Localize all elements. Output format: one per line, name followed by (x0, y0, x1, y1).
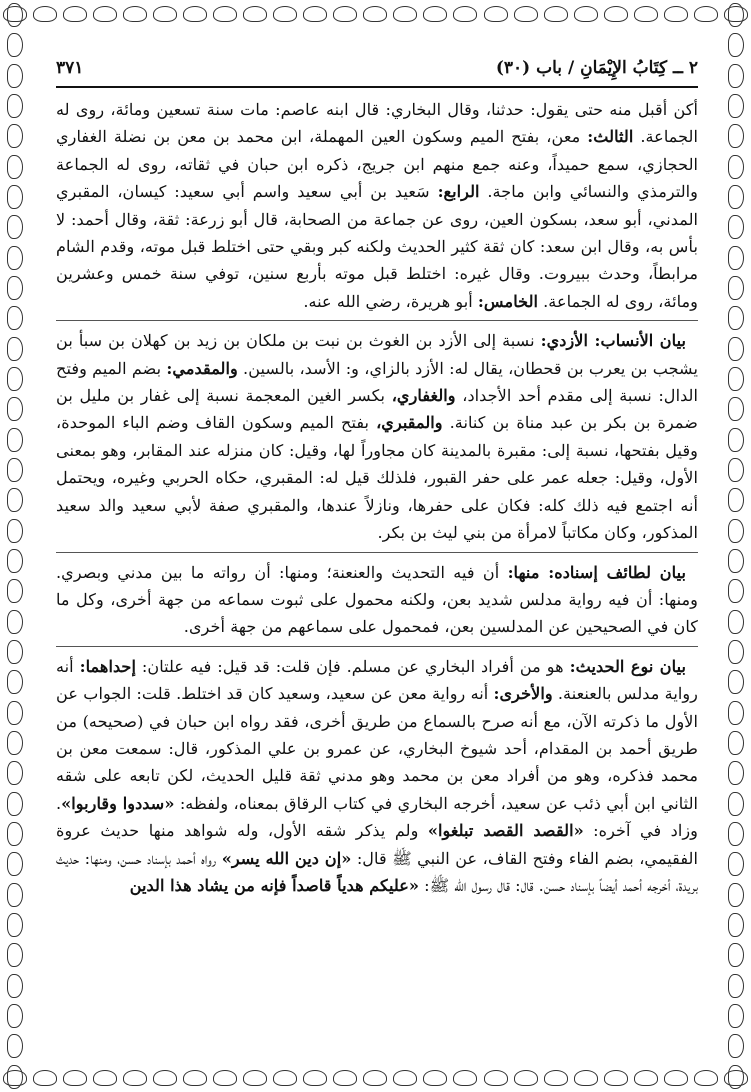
border-ornament-icon (604, 6, 628, 22)
border-ornament-icon (243, 1070, 267, 1086)
border-ornament-icon (7, 701, 23, 725)
border-ornament-icon (728, 276, 744, 300)
border-ornament-icon (728, 701, 744, 725)
book-page (56, 52, 698, 1062)
border-ornament-icon (303, 1070, 327, 1086)
border-ornament-icon (7, 64, 23, 88)
border-ornament-icon (7, 367, 23, 391)
border-ornament-icon (728, 761, 744, 785)
border-ornament-icon (93, 6, 117, 22)
border-ornament-icon (634, 6, 658, 22)
border-ornament-icon (363, 6, 387, 22)
text-run: أبو هريرة، رضي الله عنه. (303, 291, 478, 311)
border-ornament-icon (728, 1065, 744, 1089)
border-ornament-icon (728, 579, 744, 603)
border-ornament-icon (243, 6, 267, 22)
border-ornament-icon (7, 913, 23, 937)
border-ornament-icon (7, 337, 23, 361)
paragraph-hadith-type (56, 653, 698, 900)
border-ornament-icon (728, 367, 744, 391)
border-ornament-icon (63, 1070, 87, 1086)
border-ornament-icon (213, 1070, 237, 1086)
border-ornament-icon (333, 1070, 357, 1086)
bold-heading-run: «سددوا وقاربوا» (61, 793, 175, 813)
bold-heading-run: بيان نوع الحديث: (569, 656, 687, 676)
border-ornament-icon (728, 731, 744, 755)
section-divider (56, 552, 698, 553)
chapter-title: ٢ ــ كِتَابُ الإِيْمَانِ / باب (٣٠) (495, 58, 698, 78)
border-ornament-icon (7, 1034, 23, 1058)
border-ornament-icon (7, 397, 23, 421)
bold-heading-run: والغفاري، (391, 386, 456, 406)
bold-heading-run: والمقبري، (376, 413, 443, 433)
page-body (56, 96, 698, 904)
border-ornament-icon (333, 6, 357, 22)
text-run: أنه رواية مدلس بالعنعنة. (56, 656, 698, 704)
border-ornament-icon (7, 974, 23, 998)
border-ornament-icon (7, 185, 23, 209)
border-ornament-icon (7, 124, 23, 148)
border-ornament-icon (153, 1070, 177, 1086)
border-ornament-icon (273, 6, 297, 22)
border-ornament-icon (574, 6, 598, 22)
border-ornament-icon (728, 1004, 744, 1028)
text-run: بكسر الغين المعجمة نسبة إلى غفار بن مليل بن ضمرة بن بكر بن عبد مناة بن كنانة. (56, 386, 698, 433)
border-ornament-icon (728, 185, 744, 209)
text-run: أكن أقبل منه حتى يقول: حدثنا، وقال البخاري: قال ابنه عاصم: مات سنة تسعين ومائة، روى له الجماعة. (56, 100, 698, 147)
border-ornament-icon (7, 428, 23, 452)
text-run: بضم الميم وفتح الدال: نسبة إلى مقدم أحد الأجداد، (56, 358, 698, 406)
border-ornament-icon (7, 792, 23, 816)
border-ornament-icon (664, 1070, 688, 1086)
border-ornament-icon (728, 488, 744, 512)
border-ornament-icon (728, 306, 744, 330)
border-ornament-icon (728, 33, 744, 57)
border-ornament-icon (7, 276, 23, 300)
border-ornament-icon (728, 124, 744, 148)
text-run: أن فيه التحديث والعنعنة؛ ومنها: أن رواته ما بين مدني وبصري. ومنها: أن فيه رواية مدلس شديد بعن، ولكنه محمول على ثبوت سماعه من جهة أخرى، وكل ما كان في الصحيحين عن المدلسين بعن، فمحمول على سماعهم من جهة أخرى. (56, 562, 698, 637)
border-ornament-icon (93, 1070, 117, 1086)
border-ornament-icon (7, 761, 23, 785)
right-ornamental-border (721, 0, 751, 1092)
running-header (56, 52, 698, 84)
border-ornament-icon (728, 822, 744, 846)
border-ornament-icon (7, 883, 23, 907)
border-ornament-icon (728, 1034, 744, 1058)
bold-heading-run: «القصد القصد تبلغوا» (427, 821, 584, 841)
border-ornament-icon (7, 155, 23, 179)
border-ornament-icon (728, 610, 744, 634)
top-ornamental-border (0, 0, 751, 28)
bottom-ornamental-border (0, 1064, 751, 1092)
border-ornament-icon (728, 3, 744, 27)
border-ornament-icon (694, 6, 718, 22)
bold-heading-run: والأخرى: (493, 684, 553, 704)
border-ornament-icon (544, 6, 568, 22)
bold-heading-run: والمقدمي: (166, 358, 238, 378)
border-ornament-icon (7, 579, 23, 603)
border-ornament-icon (7, 670, 23, 694)
border-ornament-icon (728, 549, 744, 573)
text-run: أنه رواية معن عن سعيد، وسعيد كان قد اختلط. قلت: الجواب عن الأول ما ذكرته الآن، مع أنه صرح بالسماع من طريق أخرى، فقد رواه ابن حبان في (صحيحه) من طريق أحمد بن المقدام، أحد شيوخ البخاري، عن عمرو بن علي المذكور، قال: سمعت معن بن محمد فذكره، وهو من أفراد معن بن محمد وهو مدني ثقة قليل الحديث، لكن تابعه على شقه الثاني ابن أبي ذئب عن سعيد، أخرجه البخاري في كتاب الرقاق بمعناه، ولفظه: (56, 684, 698, 813)
text-run: رواه أحمد بإسناد حسن، ومنها: حديث بريدة، أخرجه أحمد أيضاً بإسناد حسن. قال: قال رسول الله ﷺ: (56, 848, 698, 895)
border-ornament-icon (7, 488, 23, 512)
border-ornament-icon (604, 1070, 628, 1086)
border-ornament-icon (183, 6, 207, 22)
border-ornament-icon (7, 1004, 23, 1028)
border-ornament-icon (273, 1070, 297, 1086)
border-ornament-icon (728, 883, 744, 907)
paragraph-genealogies (56, 327, 698, 546)
border-ornament-icon (7, 943, 23, 967)
border-ornament-icon (453, 1070, 477, 1086)
border-ornament-icon (423, 6, 447, 22)
border-ornament-icon (728, 974, 744, 998)
text-run: نسبة إلى الأزد بن الغوث بن نبت بن ملكان بن زيد بن كهلان بن سبأ بن يشجب بن يعرب بن قحطان، يقال له: الأزد بالزاي، و: الأسد، بالسين. (56, 331, 698, 378)
border-ornament-icon (183, 1070, 207, 1086)
border-ornament-icon (574, 1070, 598, 1086)
border-ornament-icon (7, 33, 23, 57)
border-ornament-icon (728, 246, 744, 270)
border-ornament-icon (213, 6, 237, 22)
page-number: ٣٧١ (56, 58, 84, 78)
bold-heading-run: «عليكم هدياً قاصداً فإنه من يشاد هذا الدين (129, 875, 419, 895)
text-run: معن، بفتح الميم وسكون العين المهملة، ابن محمد بن معن بن نضلة الغفاري الحجازي، سمع حميداً، وعنه جمع منهم ابن جريج، ذكره ابن حبان في ثقاته، روى له الجماعة والترمذي والنسائي وابن ماجة. (56, 127, 698, 202)
border-ornament-icon (7, 549, 23, 573)
border-ornament-icon (728, 852, 744, 876)
border-ornament-icon (423, 1070, 447, 1086)
paragraph-narrators (56, 96, 698, 315)
border-ornament-icon (728, 519, 744, 543)
border-ornament-icon (7, 610, 23, 634)
border-ornament-icon (153, 6, 177, 22)
bold-heading-run: الرابع: (437, 182, 480, 202)
border-ornament-icon (7, 822, 23, 846)
text-run: سَعيد بن أبي سعيد واسم أبي سعيد: كيسان، المقبري المدني، أبو سعد، بسكون العين، روى عن جماعة من الصحابة، قال أبو زرعة: ثقة، وقال أحمد: لا بأس به، وقال ابن سعد: كان ثقة كثير الحديث ولكنه كبر وبقي حتى اختلط قبل موته، وقدم الشام مرابطاً، وحدث ببيروت. وقال غيره: اختلط قبل موته بأربع سنين، توفي سنة خمس وعشرين ومائة، روى له الجماعة. (56, 182, 698, 311)
bold-heading-run: «إن دين الله يسر» (221, 848, 352, 868)
border-ornament-icon (363, 1070, 387, 1086)
border-ornament-icon (7, 246, 23, 270)
border-ornament-icon (7, 306, 23, 330)
text-run: . وزاد في آخره: (56, 793, 699, 841)
border-ornament-icon (7, 1065, 23, 1089)
border-ornament-icon (123, 1070, 147, 1086)
bold-heading-run: الخامس: (477, 291, 539, 311)
border-ornament-icon (7, 731, 23, 755)
bold-heading-run: بيان الأنساب: الأزدي: (540, 331, 686, 351)
border-ornament-icon (728, 397, 744, 421)
border-ornament-icon (728, 428, 744, 452)
border-ornament-icon (7, 519, 23, 543)
border-ornament-icon (393, 1070, 417, 1086)
border-ornament-icon (728, 215, 744, 239)
border-ornament-icon (7, 852, 23, 876)
border-ornament-icon (728, 458, 744, 482)
border-ornament-icon (7, 215, 23, 239)
bold-heading-run: الثالث: (587, 127, 634, 147)
left-ornamental-border (0, 0, 30, 1092)
border-ornament-icon (728, 155, 744, 179)
border-ornament-icon (123, 6, 147, 22)
border-ornament-icon (7, 3, 23, 27)
border-ornament-icon (7, 458, 23, 482)
border-ornament-icon (664, 6, 688, 22)
border-ornament-icon (7, 94, 23, 118)
border-ornament-icon (728, 337, 744, 361)
border-ornament-icon (393, 6, 417, 22)
section-divider (56, 646, 698, 647)
border-ornament-icon (33, 6, 57, 22)
border-ornament-icon (728, 640, 744, 664)
bold-heading-run: إحداهما: (79, 656, 136, 676)
border-ornament-icon (453, 6, 477, 22)
border-ornament-icon (484, 6, 508, 22)
border-ornament-icon (728, 913, 744, 937)
border-ornament-icon (728, 64, 744, 88)
border-ornament-icon (7, 640, 23, 664)
border-ornament-icon (728, 943, 744, 967)
text-run: هو من أفراد البخاري عن مسلم. فإن قلت: قد قيل: فيه علتان: (135, 656, 570, 676)
text-run: ولم يذكر شقه الأول، وله شواهد منها حديث عروة الفقيمي، بضم الفاء وفتح القاف، عن النبي ﷺ قال: (56, 821, 698, 868)
border-ornament-icon (728, 670, 744, 694)
bold-heading-run: بيان لطائف إسناده: منها: (507, 562, 686, 582)
header-rule (56, 86, 698, 88)
border-ornament-icon (484, 1070, 508, 1086)
border-ornament-icon (63, 6, 87, 22)
border-ornament-icon (728, 94, 744, 118)
border-ornament-icon (33, 1070, 57, 1086)
border-ornament-icon (514, 1070, 538, 1086)
border-ornament-icon (694, 1070, 718, 1086)
paragraph-isnad-subtleties (56, 559, 698, 641)
border-ornament-icon (303, 6, 327, 22)
border-ornament-icon (728, 792, 744, 816)
border-ornament-icon (634, 1070, 658, 1086)
section-divider (56, 320, 698, 321)
border-ornament-icon (544, 1070, 568, 1086)
text-run: بفتح الميم وسكون القاف وضم الباء الموحدة، وقيل بفتحها، نسبة إلى: مقبرة بالمدينة كان مجاوراً لها، وقيل: كان منزله عند المقابر، وهو بمعنى الأول، وقيل: جعله عمر على حفر القبور، فلذلك قيل له: المقبري، حكاه الحربي وغيره، ويحتمل أنه اجتمع فيه ذلك كله: فكان على حفرها، ونازلاً عندها، والمقبري صفة لأبي سعيد والد سعيد المذكور، وكان مكاتباً لامرأة من بني ليث بن بكر. (56, 413, 698, 543)
border-ornament-icon (514, 6, 538, 22)
